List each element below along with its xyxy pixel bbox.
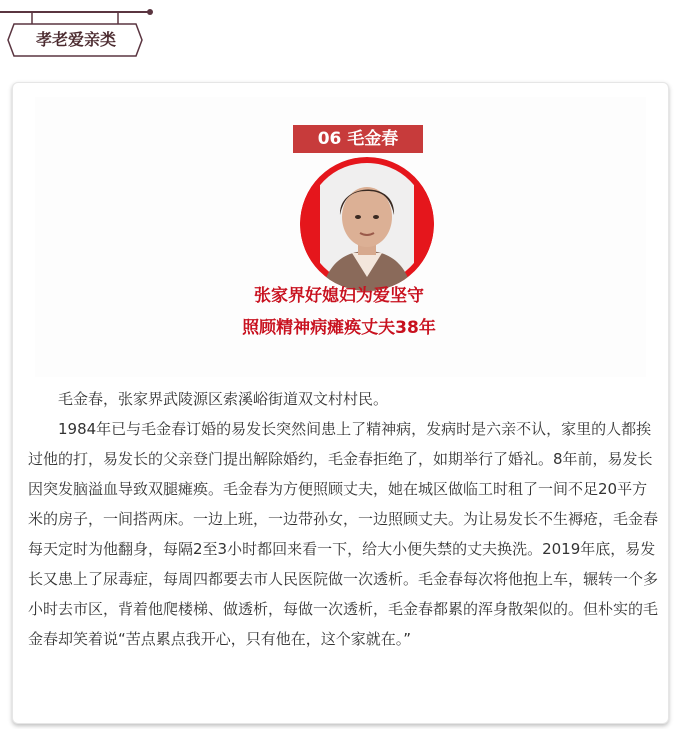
- headline-line-2: 照顾精神病瘫痪丈夫38年: [242, 318, 436, 338]
- article-paragraph: 毛金春，张家界武陵源区索溪峪街道双文村村民。: [58, 390, 389, 408]
- article-paragraph: 1984年已与毛金春订婚的易发长突然间患上了精神病，发病时是六亲不认，家里的人都挨过他的打，易发长的父亲登门提出解除婚约，毛金春拒绝了，如期举行了婚礼。8年前，易发长因突发脑溢血导致双腿瘫痪。毛金春为方便照顾丈夫，她在城区做临工时租了一间不足20平方米的房子，一间搭两床。一边上班，一边带孙女，一边照顾丈夫。为让易发长不生褥疮，毛金春每天定时为他翻身，每隔2至3小时都回来看一下，给大小便失禁的丈夫换洗。2019年底，易发长又患上了尿毒症，每周四都要去市人民医院做一次透析。毛金春每次将他抱上车，辗转一个多小时去市区，背着他爬楼梯、做透析，每做一次透析，毛金春都累的浑身散架似的。但朴实的毛金春却笑着说“苦点累点我开心，只有他在，这个家就在。”: [28, 420, 659, 648]
- category-header: [0, 0, 676, 70]
- category-label: 孝老爱亲类: [35, 30, 116, 49]
- portrait-image: [300, 157, 434, 291]
- name-tag: 06 毛金春: [293, 125, 423, 153]
- headline-line-1: 张家界好媳妇为爱坚守: [254, 286, 424, 306]
- article-body: [28, 384, 658, 654]
- portrait-photo: [300, 157, 434, 291]
